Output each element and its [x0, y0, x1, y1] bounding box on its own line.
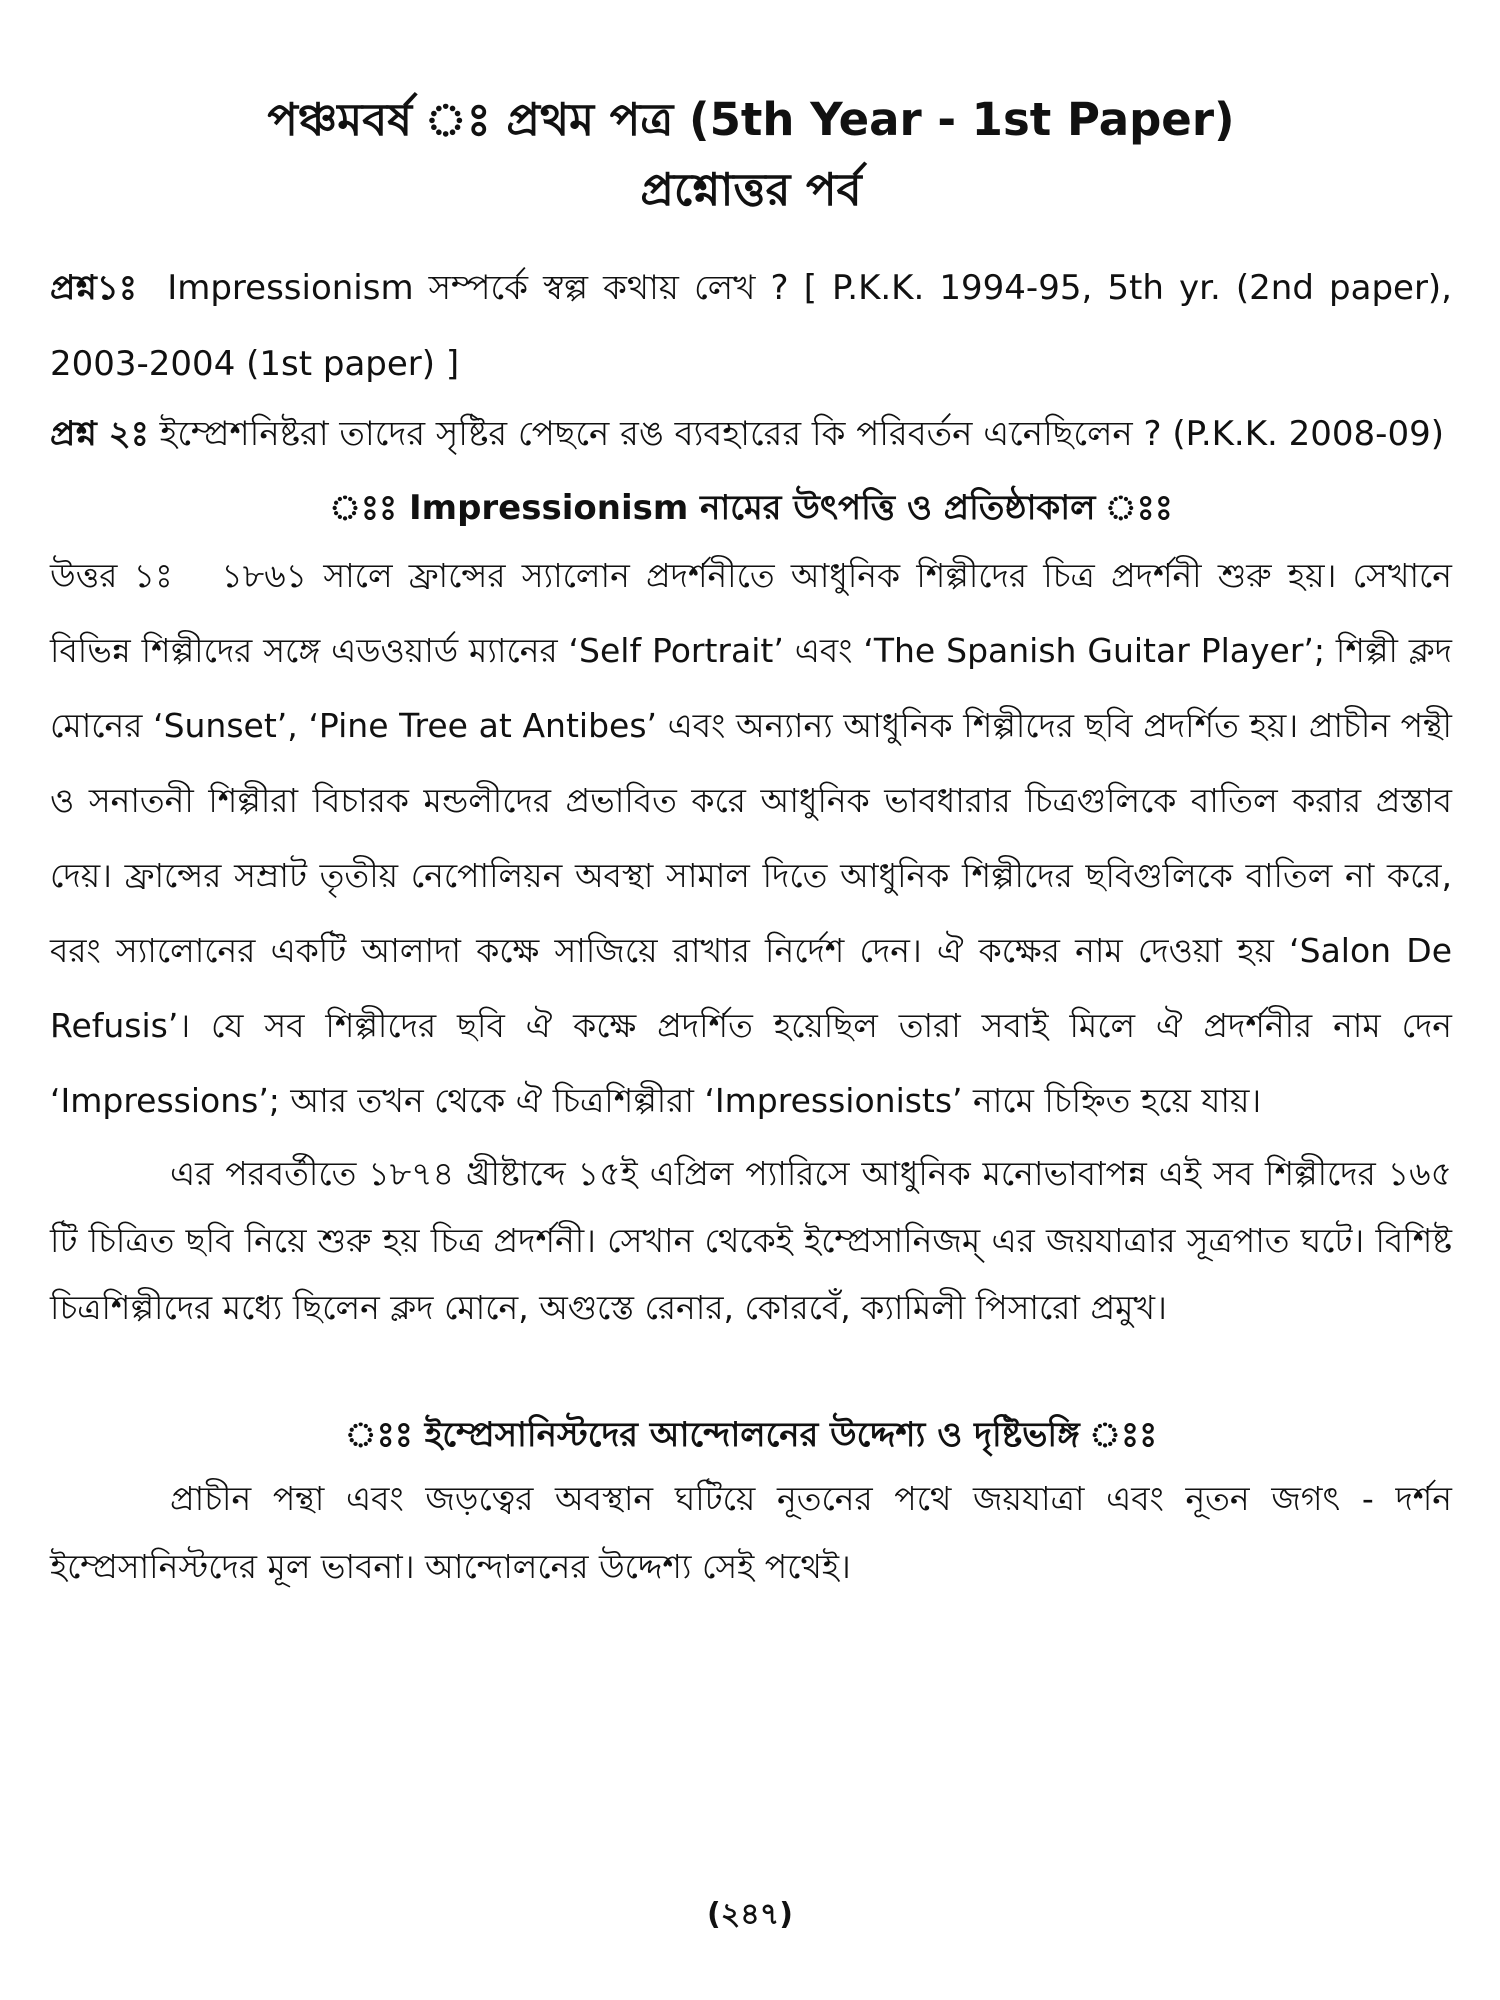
question-2 [50, 396, 1452, 472]
question-2-text: ইম্প্রেশনিষ্টরা তাদের সৃষ্টির পেছনে রঙ ব্যবহারের কি পরিবর্তন এনেছিলেন ? (P.K.K. 2008-09) [159, 414, 1444, 454]
question-1-text: Impressionism সম্পর্কে স্বল্প কথায় লেখ ? [ P.K.K. 1994-95, 5th yr. (2nd paper), 2003-2004 (1st paper) ] [50, 268, 1452, 384]
answer-1-paragraph [50, 538, 1452, 1138]
question-1-label: প্রশ্ন১ঃ [50, 268, 137, 308]
page-number: (২৪৭) [707, 1897, 793, 1932]
answer-1-paragraph-2: এর পরবর্তীতে ১৮৭৪ খ্রীষ্টাব্দে ১৫ই এপ্রিল প্যারিসে আধুনিক মনোভাবাপন্ন এই সব শিল্পীদের ১৬৫ টি চিত্রিত ছবি নিয়ে শুরু হয় চিত্র প্রদর্শনী। সেখান থেকেই ইম্প্রেসানিজম্ এর জয়যাত্রার সূত্রপাত ঘটে। বিশিষ্ট চিত্রশিল্পীদের মধ্যে ছিলেন ক্লদ মোনে, অগুস্তে রেনার, কোরবেঁ, ক্যামিলী পিসারো প্রমুখ। [50, 1154, 1452, 1327]
section-2-paragraph: প্রাচীন পন্থা এবং জড়ত্বের অবস্থান ঘটিয়ে নূতনের পথে জয়যাত্রা এবং নূতন জগৎ - দর্শন ইম্প্রেসানিস্টদের মূল ভাবনা। আন্দোলনের উদ্দেশ্য সেই পথেই। [50, 1479, 1452, 1586]
answer-1-text: ১৮৬১ সালে ফ্রান্সের স্যালোন প্রদর্শনীতে আধুনিক শিল্পীদের চিত্র প্রদর্শনী শুরু হয়। সেখানে বিভিন্ন শিল্পীদের সঙ্গে এডওয়ার্ড ম্যানের ‘Self Portrait’ এবং ‘The Spanish Guitar Player’; শিল্পী ক্লদ মোনের ‘Sunset’, ‘Pine Tree at Antibes’ এবং অন্যান্য আধুনিক শিল্পীদের ছবি প্রদর্শিত হয়। প্রাচীন পন্থী ও সনাতনী শিল্পীরা বিচারক মন্ডলীদের প্রভাবিত করে আধুনিক ভাবধারার চিত্রগুলিকে বাতিল করার প্রস্তাব দেয়। ফ্রান্সের সম্রাট তৃতীয় নেপোলিয়ন অবস্থা সামাল দিতে আধুনিক শিল্পীদের ছবিগুলিকে বাতিল না করে, বরং স্যালোনের একটি আলাদা কক্ষে সাজিয়ে রাখার নির্দেশ দেন। ঐ কক্ষের নাম দেওয়া হয় ‘Salon De Refusis’। যে সব শিল্পীদের ছবি ঐ কক্ষে প্রদর্শিত হয়েছিল তারা সবাই মিলে ঐ প্রদর্শনীর নাম দেন ‘Impressions’; আর তখন থেকে ঐ চিত্রশিল্পীরা ‘Impressionists’ নামে চিহ্নিত হয়ে যায়। [50, 556, 1452, 1120]
section-2-heading: ঃঃ ইম্প্রেসানিস্টদের আন্দোলনের উদ্দেশ্য ও দৃষ্টিভঙ্গি ঃঃ [344, 1415, 1158, 1455]
question-2-label: প্রশ্ন ২ঃ [50, 414, 149, 454]
page-title: পঞ্চমবর্ষ ঃ প্রথম পত্র (5th Year - 1st Paper) [267, 93, 1235, 146]
answer-1-label: উত্তর ১ঃ [50, 556, 173, 595]
question-1 [50, 250, 1452, 402]
section-spacer [50, 1341, 1452, 1399]
section-1-heading: ঃঃ Impressionism নামের উৎপত্তি ও প্রতিষ্ঠাকাল ঃঃ [329, 488, 1173, 528]
page-subtitle: প্রশ্নোত্তর পর্ব [640, 163, 862, 216]
